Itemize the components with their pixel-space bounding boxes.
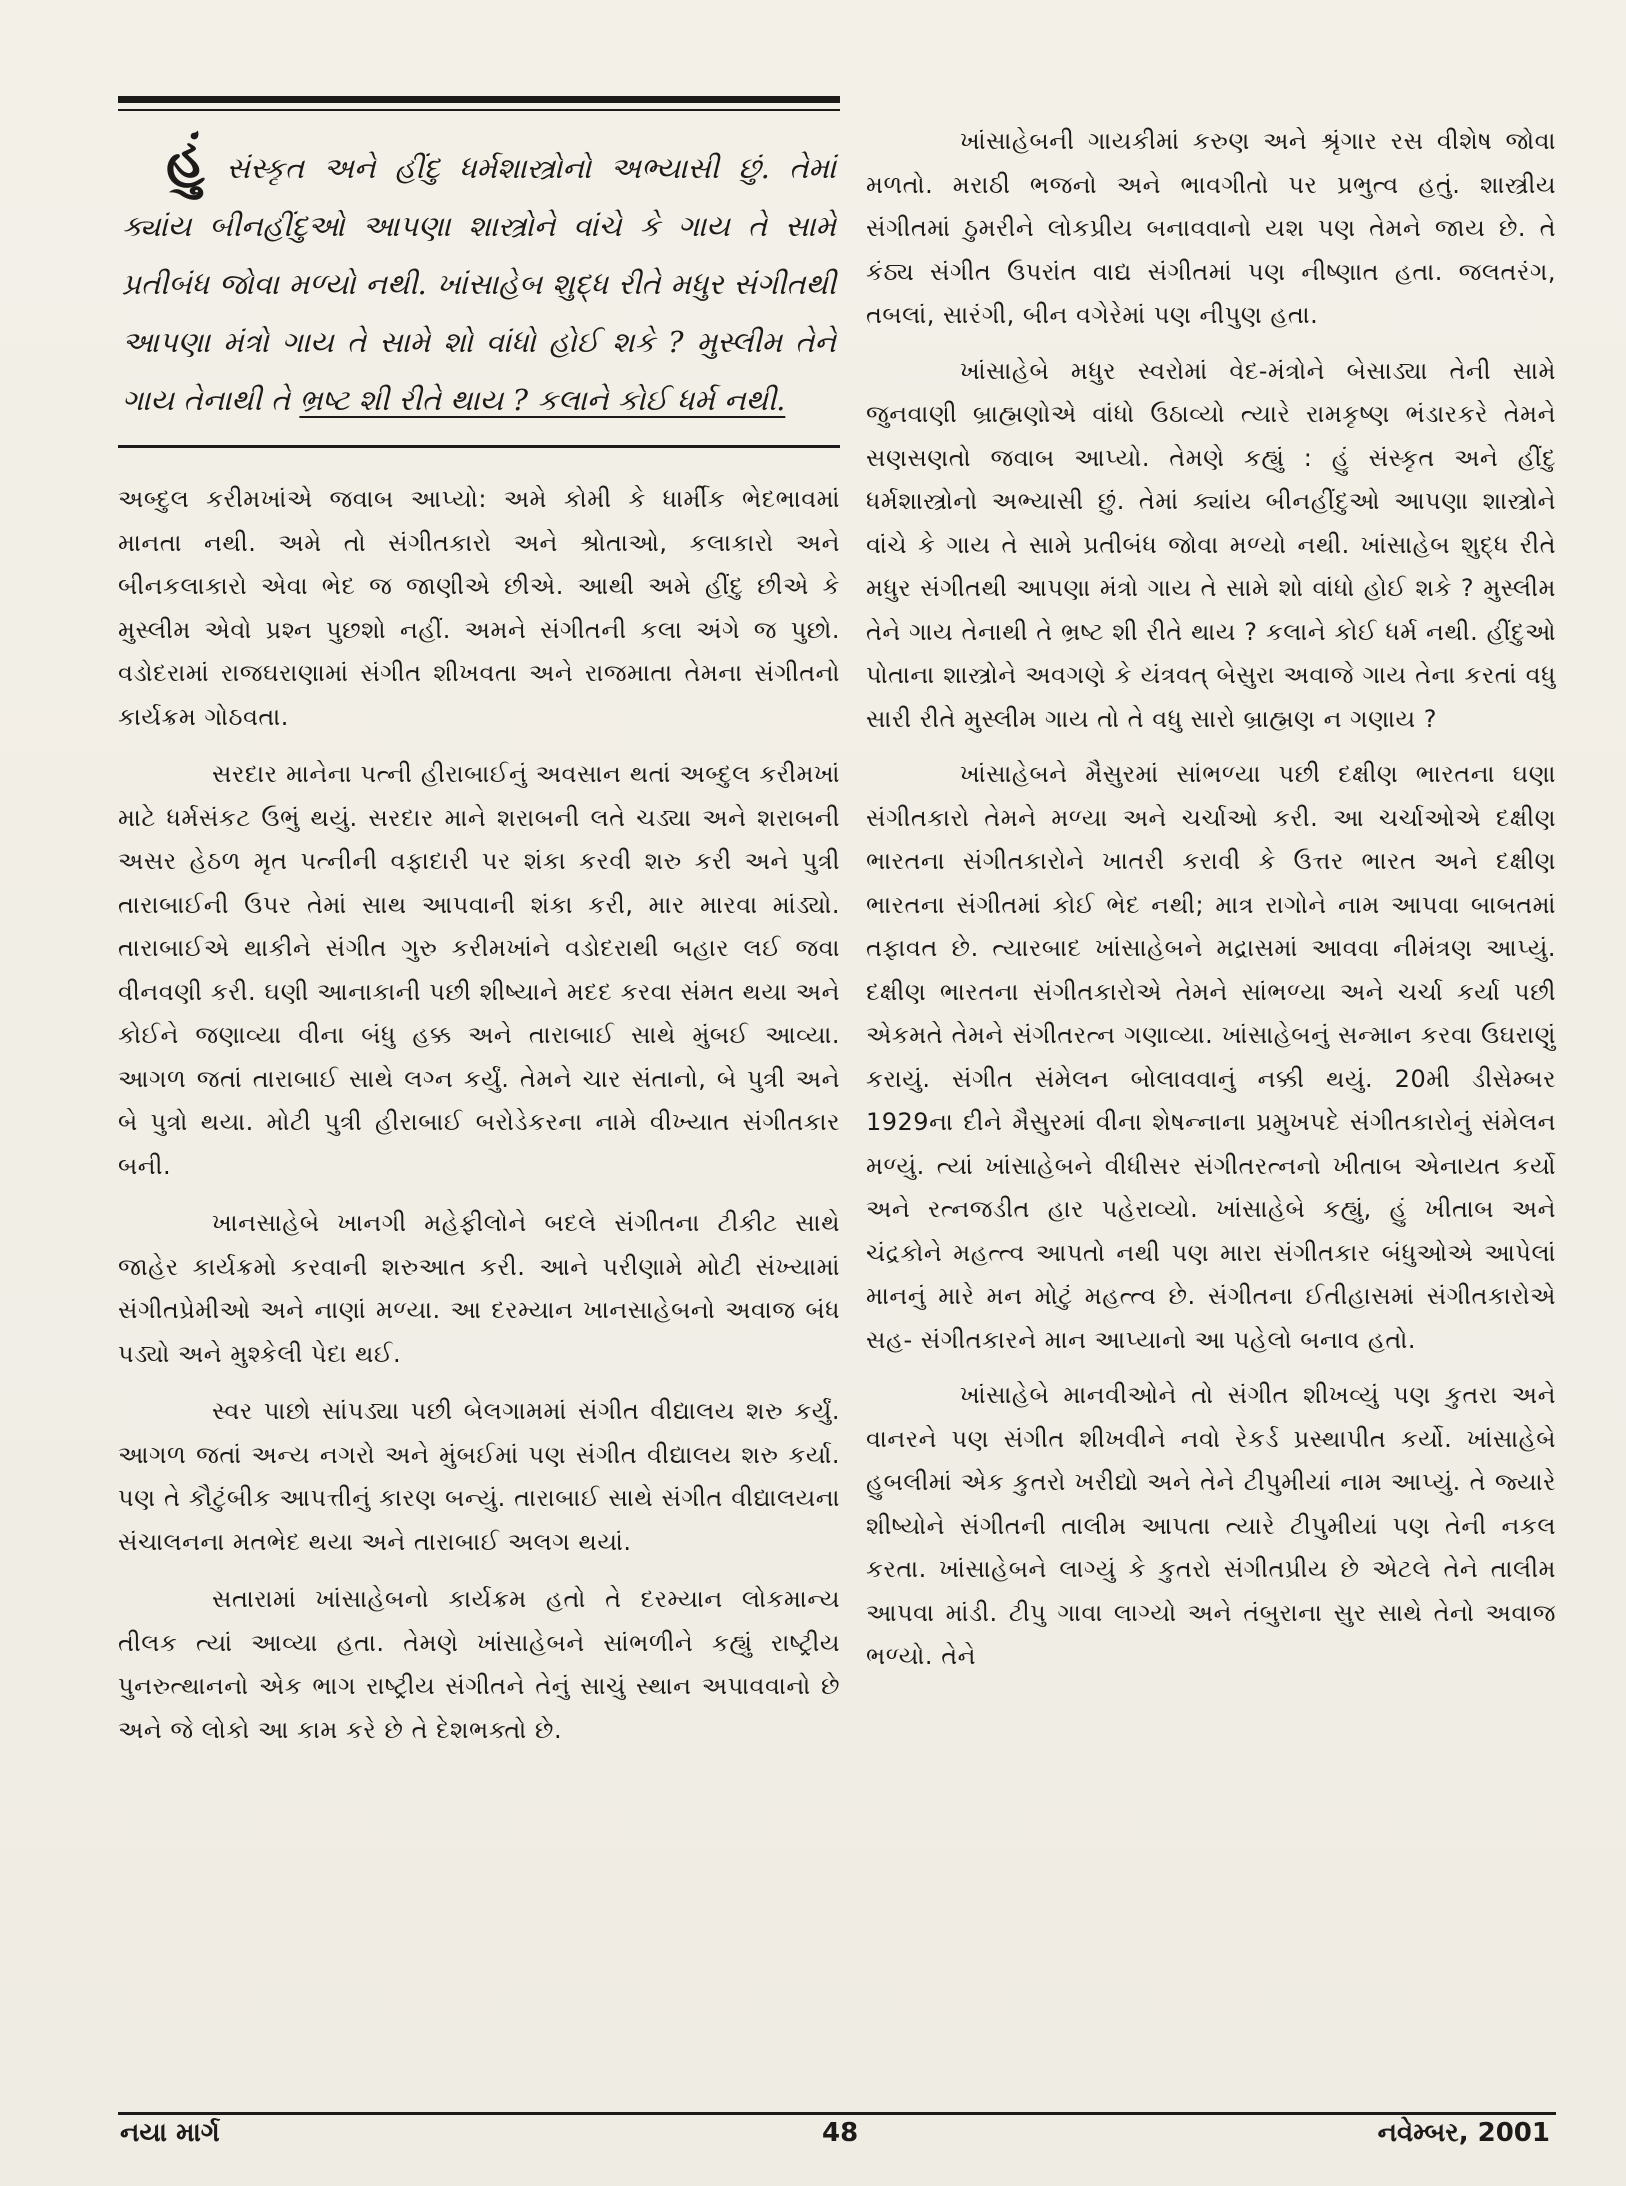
pullquote	[118, 111, 840, 445]
left-column	[118, 96, 840, 1752]
paragraph: ખાંસાહેબે મધુર સ્વરોમાં વેદ-મંત્રોને બેસાડ્યા તેની સામે જુનવાણી બ્રાહ્મણોએ વાંધો ઉઠાવ્યો ત્યારે રામકૃષ્ણ ભંડારકરે તેમને સણસણતો જવાબ આપ્યો. તેમણે કહ્યું : હું સંસ્કૃત અને હીંદુ ધર્મશાસ્ત્રોનો અભ્યાસી છું. તેમાં ક્યાંય બીનહીંદુઓ આપણા શાસ્ત્રોને વાંચે કે ગાય તે સામે પ્રતીબંધ જોવા મળ્યો નથી. ખાંસાહેબ શુદ્ધ રીતે મધુર સંગીતથી આપણા મંત્રો ગાય તે સામે શો વાંધો હોઈ શકે ? મુસ્લીમ તેને ગાય તેનાથી તે ભ્રષ્ટ શી રીતે થાય ? કલાને કોઈ ધર્મ નથી. હીંદુઓ પોતાના શાસ્ત્રોને અવગણે કે યંત્રવત્ બેસુરા અવાજે ગાય તેના કરતાં વધુ સારી રીતે મુસ્લીમ ગાય તો તે વધુ સારો બ્રાહ્મણ ન ગણાય ?	[866, 356, 1556, 733]
footer-magazine-name: નયા માર્ગ	[120, 2118, 220, 2148]
paragraph: સ્વર પાછો સાંપડ્યા પછી બેલગામમાં સંગીત વીદ્યાલય શરુ કર્યું. આગળ જતાં અન્ય નગરો અને મુંબઈમાં પણ સંગીત વીદ્યાલય શરુ કર્યા. પણ તે કૌટુંબીક આપત્તીનું કારણ બન્યું. તારાબાઈ સાથે સંગીત વીદ્યાલયના સંચાલનના મતભેદ થયા અને તારાબાઈ અલગ થયાં.	[118, 1397, 840, 1556]
paragraph: સરદાર માનેના પત્ની હીરાબાઈનું અવસાન થતાં અબ્દુલ કરીમખાં માટે ધર્મસંકટ ઉભું થયું. સરદાર માને શરાબની લતે ચડ્યા અને શરાબની અસર હેઠળ મૃત પત્નીની વફાદારી પર શંકા કરવી શરુ કરી અને પુત્રી તારાબાઈની ઉપર તેમાં સાથ આપવાની શંકા કરી, માર મારવા માંડ્યો. તારાબાઈએ થાકીને સંગીત ગુરુ કરીમખાંને વડોદરાથી બહાર લઈ જવા વીનવણી કરી. ઘણી આનાકાની પછી શીષ્યાને મદદ કરવા સંમત થયા અને કોઈને જણાવ્યા વીના બંધુ હક્ક અને તારાબાઈ સાથે મુંબઈ આવ્યા. આગળ જતાં તારાબાઈ સાથે લગ્ન કર્યું. તેમને ચાર સંતાનો, બે પુત્રી અને બે પુત્રો થયા. મોટી પુત્રી હીરાબાઈ બરોડેકરના નામે વીખ્યાત સંગીતકાર બની.	[118, 760, 840, 1180]
paragraph: ખાંસાહેબને મૈસુરમાં સાંભળ્યા પછી દક્ષીણ ભારતના ઘણા સંગીતકારો તેમને મળ્યા અને ચર્ચાઓ કરી. આ ચર્ચાઓએ દક્ષીણ ભારતના સંગીતકારોને ખાતરી કરાવી કે ઉત્તર ભારત અને દક્ષીણ ભારતના સંગીતમાં કોઈ ભેદ નથી; માત્ર રાગોને નામ આપવા બાબતમાં તફાવત છે. ત્યારબાદ ખાંસાહેબને મદ્રાસમાં આવવા નીમંત્રણ આપ્યું. દક્ષીણ ભારતના સંગીતકારોએ તેમને સાંભળ્યા અને ચર્ચા કર્યા પછી એકમતે તેમને સંગીતરત્ન ગણાવ્યા. ખાંસાહેબનું સન્માન કરવા ઉઘરાણું કરાયું. સંગીત સંમેલન બોલાવવાનું નક્કી થયું. 20મી ડીસેમ્બર 1929ના દીને મૈસુરમાં વીના શેષન્નાના પ્રમુખપદે સંગીતકારોનું સંમેલન મળ્યું. ત્યાં ખાંસાહેબને વીધીસર સંગીતરત્નનો ખીતાબ એનાયત કર્યો અને રત્નજડીત હાર પહેરાવ્યો. ખાંસાહેબે કહ્યું, હું ખીતાબ અને ચંદ્રકોને મહત્ત્વ આપતો નથી પણ મારા સંગીતકાર બંધુઓએ આપેલાં માનનું મારે મન મોટું મહત્ત્વ છે. સંગીતના ઈતીહાસમાં સંગીતકારોએ સહ- સંગીતકારને માન આપ્યાનો આ પહેલો બનાવ હતો.	[866, 760, 1556, 1354]
footer-rule	[118, 2112, 1556, 2115]
footer-date: નવેમ્બર, 2001	[1377, 2118, 1550, 2148]
paragraph: ખાંસાહેબે માનવીઓને તો સંગીત શીખવ્યું પણ કુતરા અને વાનરને પણ સંગીત શીખવીને નવો રેકર્ડ પ્રસ્થાપીત કર્યો. ખાંસાહેબે હુબલીમાં એક કુતરો ખરીદ્યો અને તેને ટીપુમીયાં નામ આપ્યું. તે જ્યારે શીષ્યોને સંગીતની તાલીમ આપતા ત્યારે ટીપુમીયાં પણ તેની નકલ કરતા. ખાંસાહેબને લાગ્યું કે કુતરો સંગીતપ્રીય છે એટલે તેને તાલીમ આપવા માંડી. ટીપુ ગાવા લાગ્યો અને તંબુરાના સુર સાથે તેનો અવાજ ભળ્યો. તેને	[866, 1381, 1556, 1670]
left-body	[118, 478, 840, 1752]
pullquote-dropcap: હું	[166, 127, 205, 190]
paragraph: સતારામાં ખાંસાહેબનો કાર્યક્રમ હતો તે દરમ્યાન લોકમાન્ય તીલક ત્યાં આવ્યા હતા. તેમણે ખાંસાહેબને સાંભળીને કહ્યું રાષ્ટ્રીય પુનરુત્થાનનો એક ભાગ રાષ્ટ્રીય સંગીતને તેનું સાચું સ્થાન અપાવવાનો છે અને જે લોકો આ કામ કરે છે તે દેશભક્તો છે.	[118, 1585, 840, 1744]
footer-page-number: 48	[822, 2118, 859, 2148]
paragraph: ખાંસાહેબની ગાયકીમાં કરુણ અને શ્રૃંગાર રસ વીશેષ જોવા મળતો. મરાઠી ભજનો અને ભાવગીતો પર પ્રભુત્વ હતું. શાસ્ત્રીય સંગીતમાં ઠુમરીને લોકપ્રીય બનાવવાનો યશ પણ તેમને જાય છે. તે કંઠ્ય સંગીત ઉપરાંત વાદ્ય સંગીતમાં પણ નીષ્ણાત હતા. જલતરંગ, તબલાં, સારંગી, બીન વગેરેમાં પણ નીપુણ હતા.	[866, 127, 1556, 329]
paragraph: ખાનસાહેબે ખાનગી મહેફીલોને બદલે સંગીતના ટીકીટ સાથે જાહેર કાર્યક્રમો કરવાની શરુઆત કરી. આને પરીણામે મોટી સંખ્યામાં સંગીતપ્રેમીઓ અને નાણાં મળ્યા. આ દરમ્યાન ખાનસાહેબનો અવાજ બંધ પડ્યો અને મુશ્કેલી પેદા થઈ.	[118, 1209, 840, 1368]
pullquote-text: સંસ્કૃત અને હીંદુ ધર્મશાસ્ત્રોનો અભ્યાસી છું. તેમાં ક્યાંય બીનહીંદુઓ આપણા શાસ્ત્રોને વાંચે કે ગાય તે સામે પ્રતીબંધ જોવા મળ્યો નથી. ખાંસાહેબ શુદ્ધ રીતે મધુર સંગીતથી આપણા મંત્રો ગાય તે સામે શો વાંધો હોઈ શકે ? મુસ્લીમ તેને ગાય તેનાથી તે	[122, 151, 836, 417]
pullquote-top-rule	[118, 96, 840, 103]
right-column	[866, 120, 1556, 1679]
pullquote-underlined-text: ભ્રષ્ટ શી રીતે થાય ? કલાને કોઈ ધર્મ નથી.	[299, 383, 786, 417]
paragraph: અબ્દુલ કરીમખાંએ જવાબ આપ્યો: અમે કોમી કે ધાર્મીક ભેદભાવમાં માનતા નથી. અમે તો સંગીતકારો અને શ્રોતાઓ, કલાકારો અને બીનકલાકારો એવા ભેદ જ જાણીએ છીએ. આથી અમે હીંદુ છીએ કે મુસ્લીમ એવો પ્રશ્ન પુછશો નહીં. અમને સંગીતની કલા અંગે જ પુછો. વડોદરામાં રાજઘરાણામાં સંગીત શીખવતા અને રાજમાતા તેમના સંગીતનો કાર્યક્રમ ગોઠવતા.	[118, 485, 840, 731]
pullquote-bottom-rule	[118, 445, 840, 448]
